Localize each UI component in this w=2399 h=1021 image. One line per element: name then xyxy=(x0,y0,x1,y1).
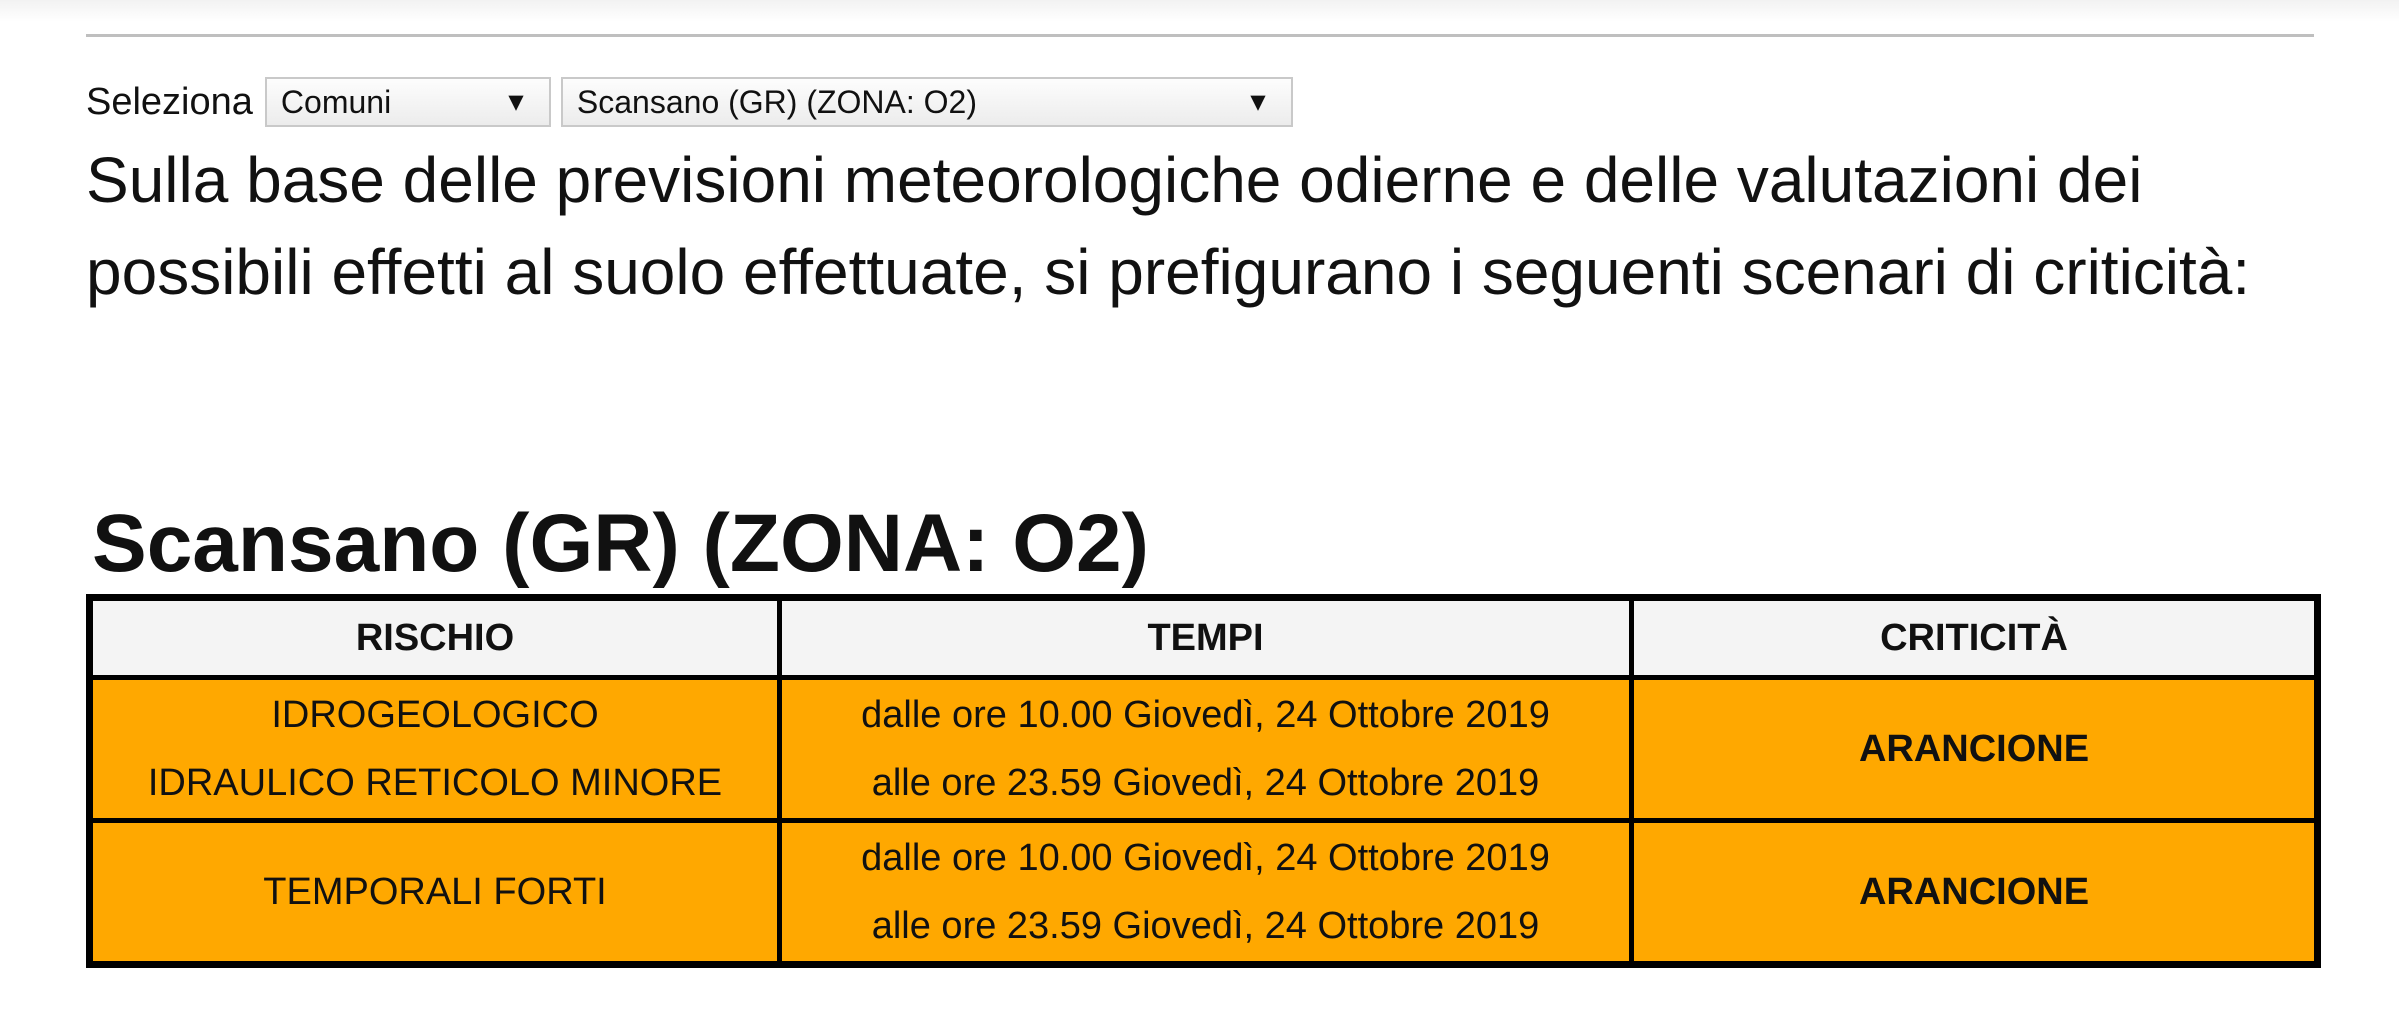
risk-label: IDRAULICO RETICOLO MINORE xyxy=(147,762,723,804)
risk-label: IDROGEOLOGICO xyxy=(271,694,599,736)
time-start: dalle ore 10.00 Giovedì, 24 Ottobre 2019 xyxy=(861,837,1550,879)
header-rischio: RISCHIO xyxy=(90,598,780,678)
chevron-down-icon: ▼ xyxy=(1245,86,1271,117)
table-row xyxy=(90,678,2318,821)
criticality-level: ARANCIONE xyxy=(1632,678,2318,821)
chevron-down-icon: ▼ xyxy=(503,86,529,117)
time-end: alle ore 23.59 Giovedì, 24 Ottobre 2019 xyxy=(871,905,1540,947)
area-select-value: Scansano (GR) (ZONA: O2) xyxy=(576,83,977,120)
table-row xyxy=(90,821,2318,965)
risk-table xyxy=(86,594,2321,968)
risk-cell xyxy=(90,821,780,965)
time-cell xyxy=(780,678,1632,821)
time-cell xyxy=(780,821,1632,965)
top-shadow xyxy=(0,0,2399,22)
area-select[interactable] xyxy=(561,77,1293,127)
zone-title: Scansano (GR) (ZONA: O2) xyxy=(92,498,1149,589)
type-select[interactable] xyxy=(265,77,551,127)
criticality-level: ARANCIONE xyxy=(1632,821,2318,965)
table-header-row xyxy=(90,598,2318,678)
selector-label: Seleziona xyxy=(86,80,253,123)
time-end: alle ore 23.59 Giovedì, 24 Ottobre 2019 xyxy=(871,762,1540,804)
selector-row xyxy=(86,76,1303,128)
risk-label: TEMPORALI FORTI xyxy=(263,871,607,913)
time-start: dalle ore 10.00 Giovedì, 24 Ottobre 2019 xyxy=(861,694,1550,736)
type-select-value: Comuni xyxy=(280,83,392,120)
risk-cell xyxy=(90,678,780,821)
header-tempi: TEMPI xyxy=(780,598,1632,678)
header-criticita: CRITICITÀ xyxy=(1632,598,2318,678)
top-divider xyxy=(86,34,2314,37)
intro-text: Sulla base delle previsioni meteorologiche odierne e delle valutazioni dei possibili effetti al suolo effettuate, si prefigurano i seguenti scenari di criticità: xyxy=(86,144,2251,308)
